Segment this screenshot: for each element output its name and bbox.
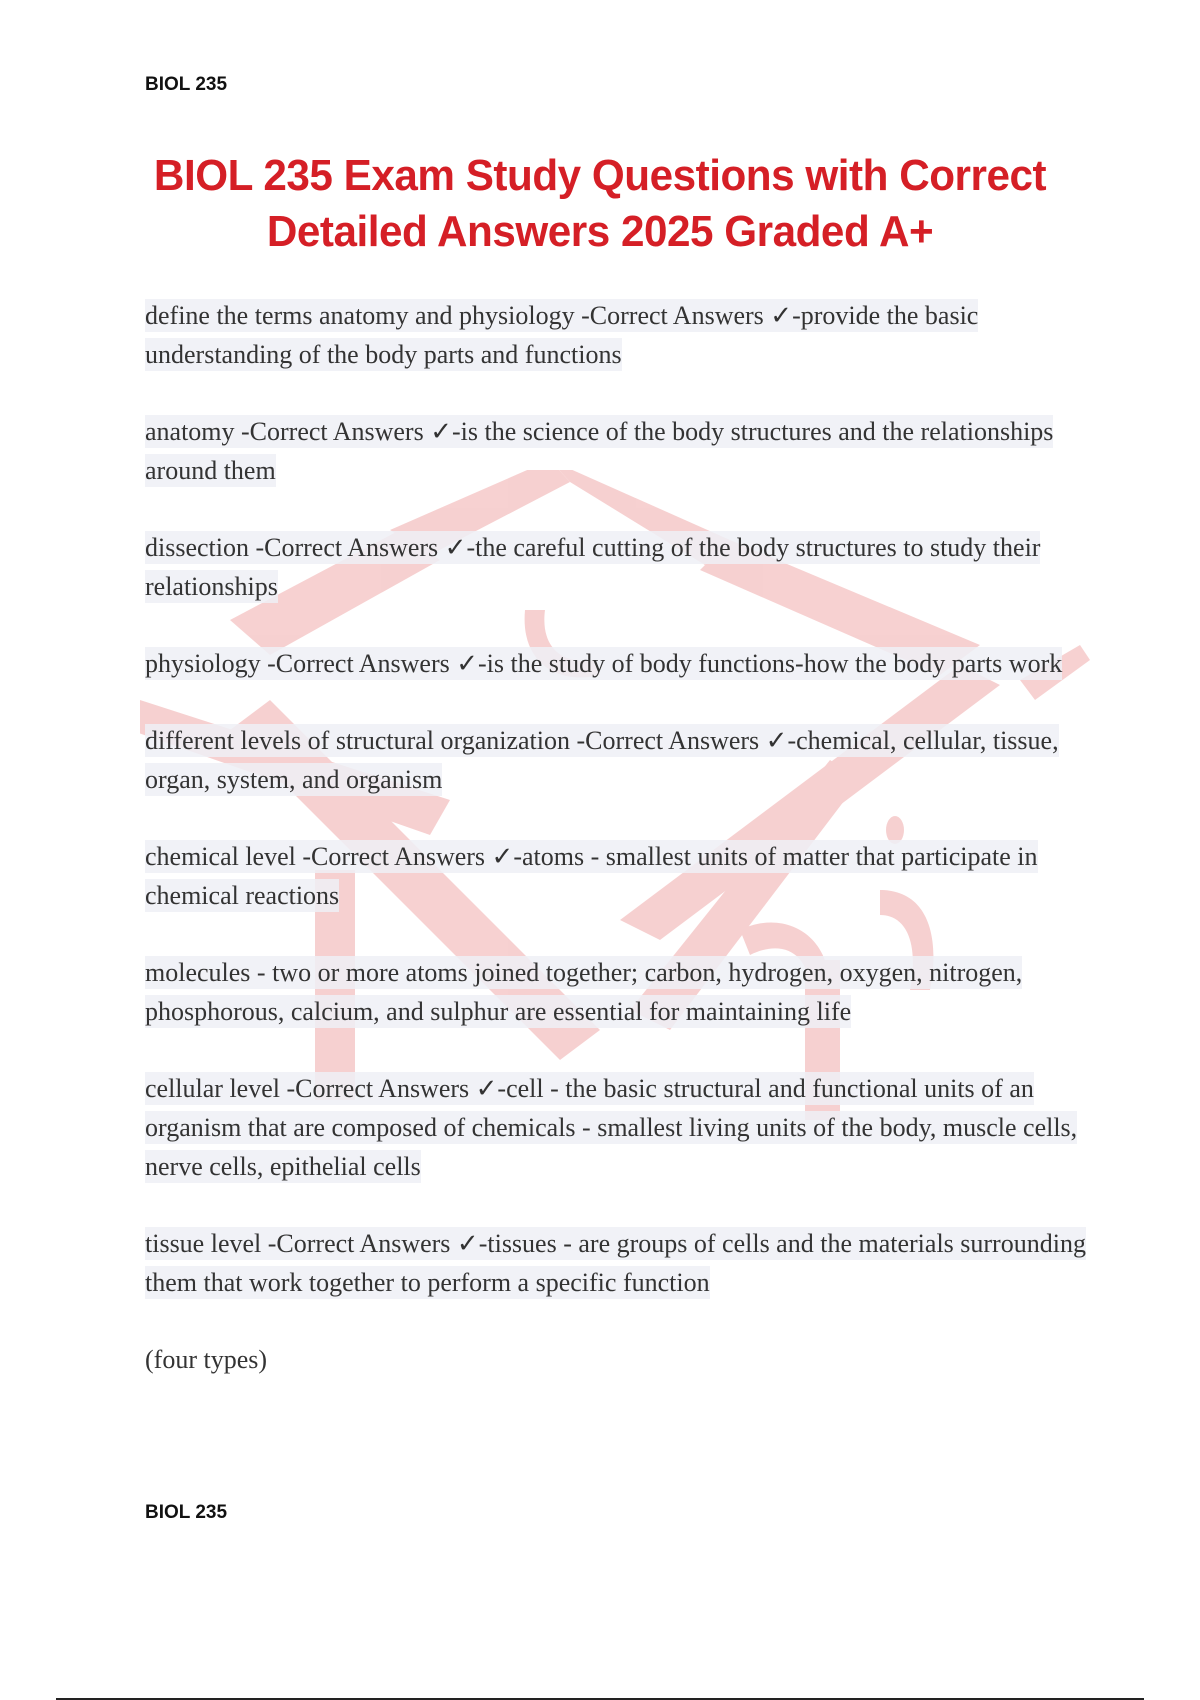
qa-text: define the terms anatomy and physiology -Correct Answers ✓-provide the basic understanding of the body parts and functions: [145, 301, 979, 369]
qa-text: tissue level -Correct Answers ✓-tissues - are groups of cells and the materials surrounding them that work together to perform a specific function: [145, 1229, 1086, 1297]
qa-entry: [145, 1069, 1095, 1186]
qa-text: cellular level -Correct Answers ✓-cell - the basic structural and functional units of an organism that are composed of chemicals - smallest living units of the body, muscle cells, nerve cells, epithelial cells: [145, 1074, 1078, 1181]
qa-text: different levels of structural organization -Correct Answers ✓-chemical, cellular, tissue, organ, system, and organism: [145, 726, 1059, 794]
page-header-course: BIOL 235: [145, 74, 228, 95]
qa-entry: [145, 296, 1095, 374]
qa-entry: [145, 1224, 1095, 1302]
qa-entry: [145, 837, 1095, 915]
note-text: (four types): [145, 1345, 268, 1374]
qa-text: chemical level -Correct Answers ✓-atoms - smallest units of matter that participate in chemical reactions: [145, 842, 1038, 910]
title-line-2: Detailed Answers 2025 Graded A+: [266, 207, 934, 256]
qa-entry: [145, 953, 1095, 1031]
title-line-1: BIOL 235 Exam Study Questions with Correct: [153, 151, 1047, 200]
qa-entry: [145, 721, 1095, 799]
qa-text: dissection -Correct Answers ✓-the careful cutting of the body structures to study their relationships: [145, 533, 1041, 601]
qa-entry: [145, 644, 1095, 683]
qa-entry: [145, 412, 1095, 490]
page-footer-course: BIOL 235: [145, 1502, 228, 1523]
document-title: [149, 148, 1051, 260]
qa-entry: [145, 528, 1095, 606]
qa-list: [145, 296, 1095, 1417]
qa-text: molecules - two or more atoms joined together; carbon, hydrogen, oxygen, nitrogen, phosphorous, calcium, and sulphur are essential for maintaining life: [145, 958, 1023, 1026]
qa-text: anatomy -Correct Answers ✓-is the science of the body structures and the relationships around them: [145, 417, 1054, 485]
qa-text: physiology -Correct Answers ✓-is the study of body functions-how the body parts work: [145, 649, 1063, 678]
